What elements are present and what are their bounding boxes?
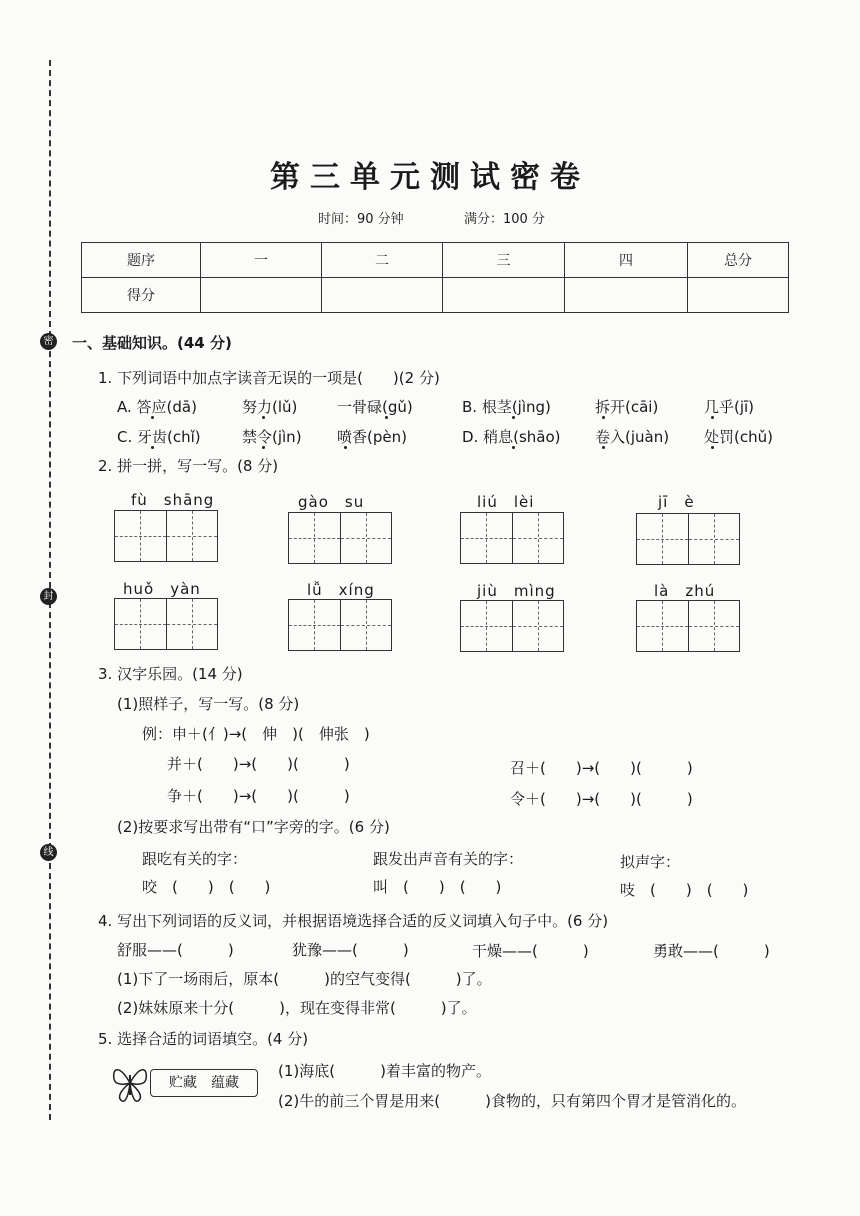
emphasis-dot	[602, 416, 605, 419]
q5-prompt: 5. 选择合适的词语填空。(4 分)	[98, 1030, 309, 1048]
q1-option: 喷香(pèn)	[337, 428, 407, 446]
q1-option: 拆开(cāi)	[595, 398, 659, 416]
q1-option: 一骨碌(gǔ)	[337, 398, 413, 416]
emphasis-dot	[262, 446, 265, 449]
seal-mark-feng: 封	[40, 588, 57, 605]
pinyin-label: jiù mìng	[477, 582, 556, 600]
q2-prompt: 2. 拼一拼，写一写。(8 分)	[98, 457, 279, 475]
pinyin-label: fù shāng	[131, 491, 215, 509]
q1-option: C. 牙齿(chǐ)	[117, 428, 201, 446]
q4-pair: 勇敢——( )	[653, 942, 770, 960]
writing-grid[interactable]	[460, 600, 564, 652]
q1-option: 卷入(juàn)	[595, 428, 670, 446]
q3-category: 跟发出声音有关的字：	[373, 850, 524, 868]
header-cell: 二	[322, 243, 443, 278]
q3-example: 例：申＋(亻)→( 伸 )( 伸张 )	[142, 725, 370, 743]
q3-item: 召＋( )→( )( )	[510, 759, 693, 777]
pinyin-label: là zhú	[654, 582, 716, 600]
q1-option: D. 稍息(shāo)	[462, 428, 561, 446]
score-cell[interactable]	[322, 278, 443, 313]
q1-option: A. 答应(dā)	[117, 398, 197, 416]
full-score: 满分：100 分	[464, 212, 545, 227]
writing-grid[interactable]	[114, 510, 218, 562]
score-cell[interactable]	[688, 278, 789, 313]
emphasis-dot	[151, 416, 154, 419]
q4-pair: 干燥——( )	[472, 942, 589, 960]
score-table-header	[82, 243, 789, 278]
writing-grid[interactable]	[636, 600, 740, 652]
q1-prompt: 1. 下列词语中加点字读音无误的一项是( )(2 分)	[98, 369, 440, 387]
header-cell: 题序	[82, 243, 201, 278]
q3-answer-row: 咬 ( ) ( )	[142, 878, 271, 896]
q3-sub2: (2)按要求写出带有“口”字旁的字。(6 分)	[117, 818, 390, 836]
pinyin-label: gào su	[298, 493, 365, 511]
q5-sentence: (1)海底( )着丰富的物产。	[278, 1062, 491, 1080]
header-cell: 总分	[688, 243, 789, 278]
score-cell[interactable]	[565, 278, 688, 313]
emphasis-dot	[262, 416, 265, 419]
emphasis-dot	[711, 416, 714, 419]
time-limit: 时间：90 分钟	[318, 212, 404, 227]
writing-grid[interactable]	[288, 512, 392, 564]
pinyin-label: huǒ yàn	[123, 580, 201, 598]
emphasis-dot	[385, 416, 388, 419]
emphasis-dot	[512, 446, 515, 449]
q1-option: 几乎(jī)	[704, 398, 755, 416]
word-choice-box: 贮藏 蕴藏	[150, 1069, 258, 1097]
score-cell[interactable]	[201, 278, 322, 313]
emphasis-dot	[711, 446, 714, 449]
q5-sentence: (2)牛的前三个胃是用来( )食物的，只有第四个胃才是管消化的。	[278, 1092, 746, 1110]
q1-option: 禁令(jìn)	[242, 428, 302, 446]
q3-sub1: (1)照样子，写一写。(8 分)	[117, 695, 300, 713]
row-label: 得分	[82, 278, 201, 313]
writing-grid[interactable]	[114, 598, 218, 650]
q4-sentence: (1)下了一场雨后，原本( )的空气变得( )了。	[117, 970, 492, 988]
q3-item: 令＋( )→( )( )	[510, 790, 693, 808]
writing-grid[interactable]	[288, 599, 392, 651]
q3-prompt: 3. 汉字乐园。(14 分)	[98, 665, 243, 683]
emphasis-dot	[151, 446, 154, 449]
header-cell: 三	[443, 243, 565, 278]
q3-item: 并＋( )→( )( )	[167, 755, 350, 773]
emphasis-dot	[602, 446, 605, 449]
butterfly-icon	[110, 1061, 150, 1105]
pinyin-label: liú lèi	[477, 493, 535, 511]
q4-sentence: (2)妹妹原来十分( )，现在变得非常( )了。	[117, 999, 477, 1017]
seal-mark-mi: 密	[40, 333, 57, 350]
q3-category: 跟吃有关的字：	[142, 850, 248, 868]
emphasis-dot	[512, 416, 515, 419]
q3-item: 争＋( )→( )( )	[167, 787, 350, 805]
score-table	[81, 242, 789, 313]
header-cell: 一	[201, 243, 322, 278]
q1-option: B. 根茎(jìng)	[462, 398, 551, 416]
q3-answer-row: 叫 ( ) ( )	[373, 878, 502, 896]
q3-answer-row: 吱 ( ) ( )	[620, 881, 749, 899]
score-table-row	[82, 278, 789, 313]
q1-option: 处罚(chǔ)	[704, 428, 773, 446]
page-title: 第三单元测试密卷	[270, 160, 590, 195]
pinyin-label: lǚ xíng	[307, 581, 375, 599]
emphasis-dot	[344, 446, 347, 449]
writing-grid[interactable]	[636, 513, 740, 565]
pinyin-label: jī è	[658, 493, 695, 511]
header-cell: 四	[565, 243, 688, 278]
section-heading: 一、基础知识。(44 分)	[72, 334, 232, 352]
q1-option: 努力(lǔ)	[242, 398, 298, 416]
q4-pair: 犹豫——( )	[292, 941, 409, 959]
score-cell[interactable]	[443, 278, 565, 313]
q4-pair: 舒服——( )	[117, 941, 234, 959]
q4-prompt: 4. 写出下列词语的反义词，并根据语境选择合适的反义词填入句子中。(6 分)	[98, 912, 609, 930]
q3-category: 拟声字：	[620, 853, 681, 871]
seal-mark-xian: 线	[40, 844, 57, 861]
writing-grid[interactable]	[460, 512, 564, 564]
